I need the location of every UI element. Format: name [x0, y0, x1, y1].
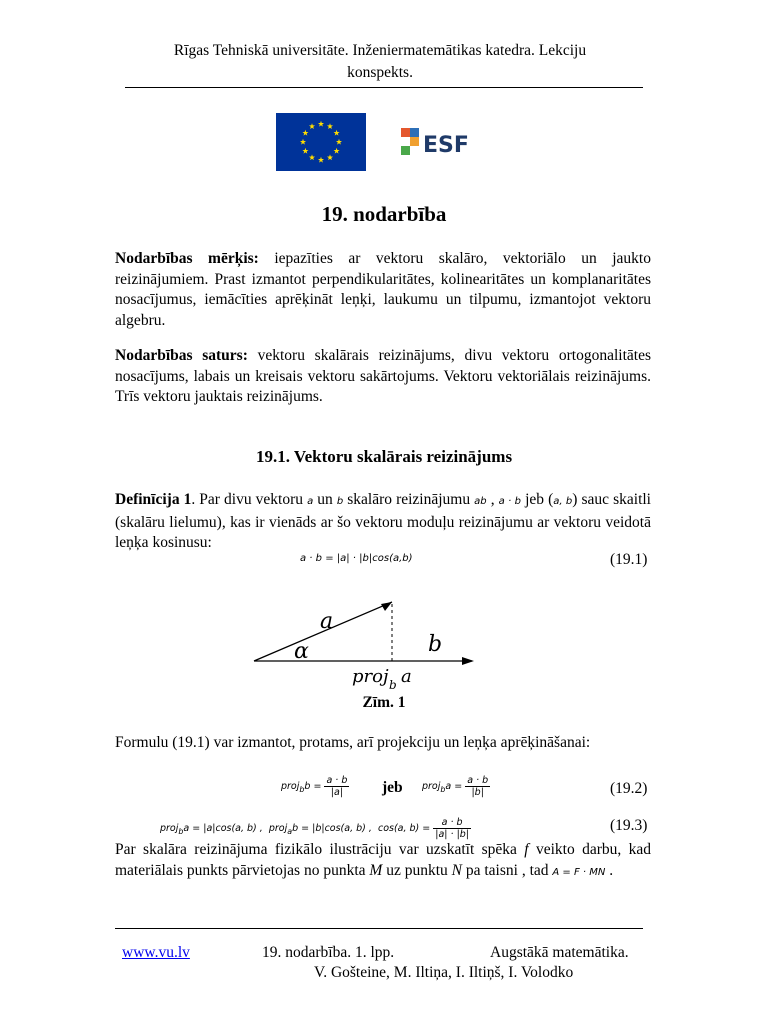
physics-paragraph	[115, 840, 651, 883]
goals-paragraph	[115, 249, 651, 331]
physics-text-1: Par skalāra reizinājuma fizikālo ilustrāciju var uzskatīt spēka	[115, 841, 525, 858]
equation-number-19-3: (19.3)	[610, 817, 648, 834]
figure-caption: Zīm. 1	[362, 694, 406, 711]
formula-use-paragraph: Formulu (19.1) var izmantot, protams, arī projekciju un leņķa aprēķināšanai:	[115, 734, 591, 751]
footer-rule	[115, 928, 643, 929]
figure-label-proj-a: a	[401, 666, 412, 687]
vector-a: a	[307, 496, 314, 507]
goals-text: iepazīties ar vektoru skalāro, vektoriālo un jaukto reizinājumiem. Prast izmantot perpendikularitātes, kolinearitātes un komplanaritātes nosacījumus, iemācīties aprēķināt leņķi, laukumu un tilpumu, izmantojot vektoru algebru.	[115, 250, 651, 329]
product-a-dot-b: a · b	[498, 496, 522, 507]
definition-paragraph	[115, 490, 651, 554]
header-rule	[125, 87, 643, 88]
eq-19-2-fraction-1	[324, 775, 349, 798]
vector-a-arrowhead	[381, 602, 392, 611]
eq-19-3-sep-1: ,	[256, 823, 263, 834]
eq-19-2-proj-1: proj	[281, 781, 300, 792]
figure-label-alpha: α	[294, 639, 309, 664]
pair-a-b: a, b	[553, 496, 573, 507]
eq-19-2-fraction-2	[465, 775, 490, 798]
equation-number-19-1: (19.1)	[610, 551, 648, 568]
equation-19-2-left: proj$_b$b = $\frac{a \cdot b}{|a|}$	[281, 775, 348, 798]
eq-19-3-sub-2: a	[287, 826, 293, 836]
figure-label-proj-sub: b	[389, 678, 397, 690]
esf-logo-text: ESF	[423, 133, 469, 158]
content-paragraph	[115, 346, 651, 408]
eq-19-2-numerator-2: a · b	[467, 775, 489, 786]
vector-b-arrowhead	[462, 657, 474, 665]
equation-19-3	[160, 817, 471, 840]
figure-label-a: a	[320, 609, 334, 634]
eq-19-2-numerator-1: a · b	[326, 775, 348, 786]
equation-19-2-right: proj$_b$a = $\frac{a \cdot b}{|b|}$	[422, 775, 489, 798]
physics-text-3: uz punktu	[382, 861, 452, 879]
definition-text-5: jeb (	[521, 491, 554, 508]
definition-label: Definīcija 1	[115, 491, 192, 508]
content-label: Nodarbības saturs:	[115, 347, 248, 364]
footer-website-link[interactable]: www.vu.lv	[122, 944, 190, 961]
esf-logo	[399, 124, 475, 160]
figure-label-b: b	[428, 632, 443, 657]
product-ab: ab	[474, 496, 487, 507]
eq-19-3-sep-2: ,	[365, 823, 372, 834]
eq-19-3-numerator: a · b	[433, 817, 471, 829]
content-text: vektoru skalārais reizinājums, divu vektoru ortogonalitātes nosacījums, labais un kreisais vektoru sakārtojums. Vektoru vektoriālais reizinājums. Trīs vektoru jauktais reizinājums.	[115, 347, 651, 405]
eq-19-3-rest-1: a = |a|cos(a, b)	[183, 823, 257, 834]
equation-19-1: a · b = |a| · |b|cos(a,b)	[300, 553, 413, 564]
eq-19-2-jeb: jeb	[382, 779, 403, 796]
force-f: f	[524, 841, 529, 858]
goals-label: Nodarbības mērķis:	[115, 250, 259, 267]
physics-text-5: .	[605, 861, 614, 879]
eq-19-2-sub-2: b	[440, 784, 446, 794]
definition-text-2: un	[313, 491, 337, 508]
header-line-1: Rīgas Tehniskā universitāte. Inženiermatemātikas katedra. Lekciju	[173, 42, 587, 59]
eq-19-3-proj-1: proj	[160, 823, 179, 834]
definition-text-1: . Par divu vektoru	[191, 491, 308, 508]
eq-19-2-sub-1: b	[299, 784, 305, 794]
lesson-title: 19. nodarbība	[321, 202, 447, 226]
eq-19-2-arg-1: b	[304, 781, 311, 792]
eq-19-2-denominator-2: |b|	[471, 787, 484, 798]
eq-19-3-proj-2: proj	[268, 823, 288, 834]
figure-label-proj: proj	[352, 666, 389, 687]
eq-19-3-sub-1: b	[178, 826, 184, 836]
point-m: M	[369, 861, 383, 879]
eq-19-2-proj-2: proj	[422, 781, 441, 792]
header-line-2: konspekts.	[347, 64, 413, 81]
definition-text-3: skalāro reizinājumu	[343, 491, 475, 508]
document-header	[115, 40, 645, 84]
eq-19-3-denominator: |a| · |b|	[435, 829, 469, 840]
footer-page-info: 19. nodarbība. 1. lpp.	[262, 944, 395, 961]
equation-number-19-2: (19.2)	[610, 780, 648, 797]
eq-19-2-arg-2: a	[445, 781, 452, 792]
physics-text-2: veikto darbu, kad materiālais punkts pārvietojas no punkta	[115, 841, 651, 879]
eq-19-2-denominator-1: |a|	[330, 787, 344, 798]
section-title: 19.1. Vektoru skalārais reizinājums	[255, 447, 513, 466]
footer-authors: V. Gošteine, M. Iltiņa, I. Iltiņš, I. Volodko	[314, 964, 574, 981]
eq-19-3-cos: cos(a, b) =	[377, 823, 431, 834]
footer-course: Augstākā matemātika.	[490, 944, 629, 961]
eq-19-3-fraction	[433, 817, 471, 840]
physics-text-4: pa taisni , tad	[461, 861, 553, 879]
definition-text-4: ,	[486, 491, 499, 508]
work-formula: A = F · MN	[552, 866, 606, 878]
eq-19-3-rest-2: b = |b|cos(a, b)	[292, 823, 366, 834]
eu-flag-logo	[276, 113, 366, 171]
projection-figure	[250, 598, 480, 690]
definition-text-6: ) sauc skaitli (skalāru lielumu), kas ir vienāds ar šo vektoru moduļu reizinājumu ar vektoru veidotā leņķa kosinusu:	[115, 491, 651, 551]
vector-b: b	[336, 496, 344, 507]
point-n: N	[451, 861, 462, 879]
